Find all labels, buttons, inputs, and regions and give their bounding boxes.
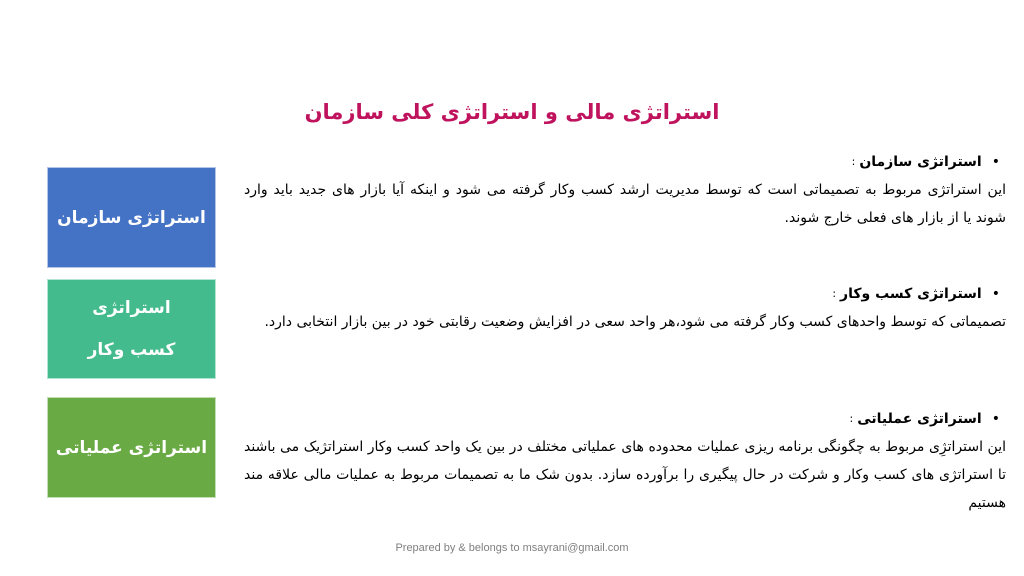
bullet-icon: •	[991, 411, 1000, 427]
business-strategy-box	[47, 279, 216, 379]
org-strategy-box	[47, 167, 216, 268]
business-strategy-box-line2: کسب وکار	[87, 340, 176, 360]
bullet-icon: •	[991, 154, 1000, 170]
org-strategy-description: این استراتژی مربوط به تصمیماتی است که توسط مدیریت ارشد کسب وکار گرفته می شود و اینکه آیا بازار های جدید باید وارد شوند یا از بازار های فعلی خارج شوند.	[244, 182, 1006, 226]
bullet-icon: •	[991, 286, 1000, 302]
operational-strategy-box	[47, 397, 216, 498]
operational-strategy-section	[244, 405, 1006, 517]
business-strategy-colon: :	[832, 287, 837, 300]
business-strategy-description: تصمیماتی که توسط واحدهای کسب وکار گرفته می شود،هر واحد سعی در افزایش وضعیت رقابتی خود در بین بازار انتخابی دارد.	[264, 314, 1006, 330]
org-strategy-section	[244, 148, 1006, 232]
org-strategy-heading	[244, 148, 1006, 176]
org-strategy-box-label: استراتژی سازمان	[57, 207, 206, 228]
operational-strategy-box-label: استراتژی عملیاتی	[55, 437, 208, 458]
business-strategy-heading	[244, 280, 1006, 308]
operational-strategy-heading-text: استراتژی عملیاتی	[857, 411, 982, 427]
business-strategy-box-line1: استراتژی	[92, 298, 171, 318]
operational-strategy-description: این استراتژِی مربوط به چگونگی برنامه ریزی عملیات محدوده های عملیاتی مختلف در بین یک واحد کسب وکار استراتژیک می باشند تا استراتژی های کسب وکار و شرکت در حال پیگیری را برآورده سازد. بدون شک ما به تصمیمات مربوط به عملیات مالی علاقه مند هستیم	[244, 439, 1006, 511]
business-strategy-heading-text: استراتژی کسب وکار	[840, 286, 982, 302]
operational-strategy-heading	[244, 405, 1006, 433]
slide-title: استراتژی مالی و استراتژی کلی سازمان	[304, 100, 720, 124]
business-strategy-section	[244, 280, 1006, 336]
org-strategy-colon: :	[851, 155, 856, 168]
footer-credit: Prepared by & belongs to msayrani@gmail.com	[395, 542, 629, 554]
org-strategy-heading-text: استراتژی سازمان	[859, 154, 982, 170]
operational-strategy-colon: :	[849, 412, 854, 425]
